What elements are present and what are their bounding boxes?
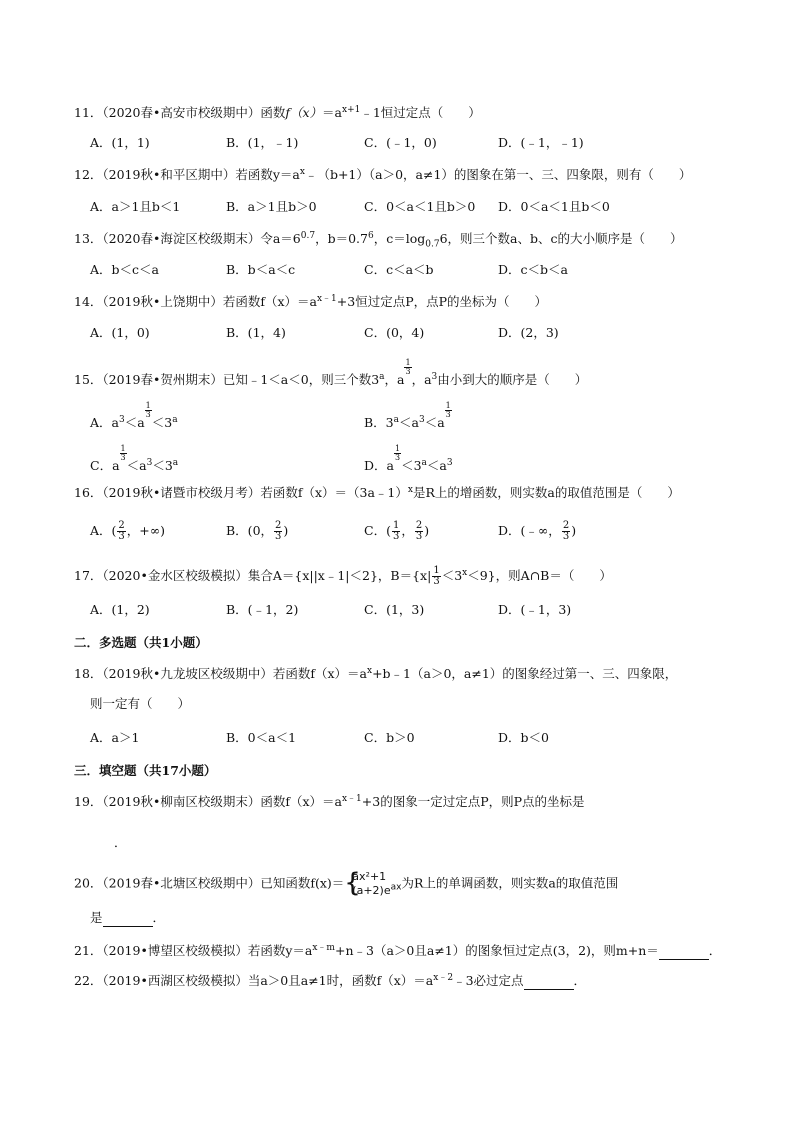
- q16-option-d: D．(﹣∞， $\frac{2}{3}$ ): [498, 520, 577, 542]
- question-18: 18．（2019秋•九龙坡区校级期中）若函数$f(x)=a^x+b﹣1(a>0$，a≠1）的图象经过第一、三、四象限，: [74, 665, 678, 681]
- answer-blank[interactable]: [103, 914, 153, 927]
- question-19: 19．（2019秋•柳南区校级期末）函数$f(x)=a^{x﹣1}+3$的图象一定过定点P，则P点的坐标是: [74, 793, 585, 809]
- question-12: 12．（2019秋•和平区期中）若函数$y=a^x﹣(b+1)(a>0$，a≠1）的图象在第一、三、四象限，则有（ ）: [74, 166, 692, 182]
- answer-blank[interactable]: [659, 947, 709, 960]
- answer-blank[interactable]: [524, 977, 574, 990]
- question-22: 22．（2019•西湖区校级模拟）当a＞0且a≠1时，函数$f(x)=a^{x﹣2}﹣3$必过定点 ．: [74, 972, 587, 988]
- question-13: 13．（2020春•海淀区校级期末）令$a=6^{0.7}$，$b=0.7^6$，$c=\log_{0.7}6$，则三个数a、b、c的大小顺序是（ ）: [74, 230, 683, 250]
- question-18-line2: 则一定有（ ）: [90, 696, 191, 711]
- q12-option-c: C．0＜a＜1且b＞0: [364, 199, 476, 214]
- q11-option-d: D．(﹣1，﹣1): [498, 135, 584, 150]
- q13-option-a: A．b＜c＜a: [90, 262, 159, 277]
- q13-option-d: D．c＜b＜a: [498, 262, 568, 277]
- q18-option-d: D．b＜0: [498, 730, 549, 745]
- question-14: 14．（2019秋•上饶期中）若函数$f(x)=a^{x﹣1}+3$恒过定点P，点P的坐标为（ ）: [74, 293, 548, 309]
- q12-option-b: B．a＞1且b＞0: [226, 199, 317, 214]
- q17-option-b: B．(﹣1，2): [226, 602, 299, 617]
- q11-option-c: C．(﹣1，0): [364, 135, 437, 150]
- q14-option-d: D．(2，3): [498, 325, 559, 340]
- q11-option-b: B．(1，﹣1): [226, 135, 299, 150]
- q18-option-b: B．0＜a＜1: [226, 730, 297, 745]
- q13-option-b: B．b＜a＜c: [226, 262, 296, 277]
- q18-option-a: A．a＞1: [90, 730, 140, 745]
- question-11: 11．（2020春•高安市校级期中）函数$f(x)=a^{x+1}﹣1$恒过定点（ ）: [74, 104, 481, 120]
- question-21: 21．（2019•博望区校级模拟）若函数$y=a^{x﹣m}+n﹣3(a>0$且a≠1）的图象恒过定点(3，2)，则m+n＝ ．: [74, 942, 722, 958]
- piecewise-function: { ax²+1 $(a+2)e^{ax}$: [344, 868, 402, 898]
- q15-option-c: C．a $\frac{1}{3}$ $<a^3<3^a$: [90, 444, 179, 473]
- question-19-blank: ．: [114, 835, 127, 850]
- q17-option-a: A．(1，2): [90, 602, 150, 617]
- q14-option-c: C．(0，4): [364, 325, 425, 340]
- q17-option-c: C．(1，3): [364, 602, 425, 617]
- q15-option-a: A．$a^3<a$ $\frac{1}{3}$ $<3^a$: [90, 401, 178, 430]
- q16-option-a: A．( $\frac{2}{3}$ ，+∞): [90, 520, 166, 542]
- q18-option-c: C．b＞0: [364, 730, 415, 745]
- q15-option-b: B．$3^a<a^3<a$ $\frac{1}{3}$: [364, 401, 451, 430]
- q17-option-d: D．(﹣1，3): [498, 602, 572, 617]
- q12-option-a: A．a＞1且b＜1: [90, 199, 181, 214]
- q15-option-d: D．a $\frac{1}{3}$ $<3^a<a^3$: [364, 444, 453, 473]
- q12-option-d: D．0＜a＜1且b＜0: [498, 199, 610, 214]
- q13-option-c: C．c＜a＜b: [364, 262, 434, 277]
- q11-option-a: A．(1，1): [90, 135, 150, 150]
- question-20-line2: 是 ．: [90, 910, 166, 925]
- section-heading-multiple-choice: 二．多选题（共1小题）: [74, 635, 208, 650]
- question-17: 17．（2020•金水区校级模拟）集合A＝{x||x﹣1|＜2}，B＝{x| $\frac{1}{3}$ $<3^x<9$}，则A∩B＝（ ）: [74, 565, 612, 587]
- q16-option-b: B．(0， $\frac{2}{3}$ ): [226, 520, 289, 542]
- q16-option-c: C．( $\frac{1}{3}$ ， $\frac{2}{3}$ ): [364, 520, 430, 542]
- q14-option-a: A．(1，0): [90, 325, 150, 340]
- question-16: 16．（2019秋•诸暨市校级月考）若函数f（x）＝（3a﹣1）$^x$是R上的增函数，则实数a的取值范围是（ ）: [74, 484, 680, 500]
- question-20: 20．（2019春•北塘区校级期中）已知函数f(x)＝ { ax²+1 $(a+2)e^{ax}$ 为R上的单调函数，则实数a的取值范围: [74, 868, 619, 898]
- question-15: 15．（2019春•贺州期末）已知﹣1＜a＜0，则三个数3$^a$，a $\frac{1}{3}$ ，$a^3$由小到大的顺序是（ ）: [74, 358, 588, 387]
- q14-option-b: B．(1，4): [226, 325, 286, 340]
- section-heading-fill-in: 三．填空题（共17小题）: [74, 763, 217, 778]
